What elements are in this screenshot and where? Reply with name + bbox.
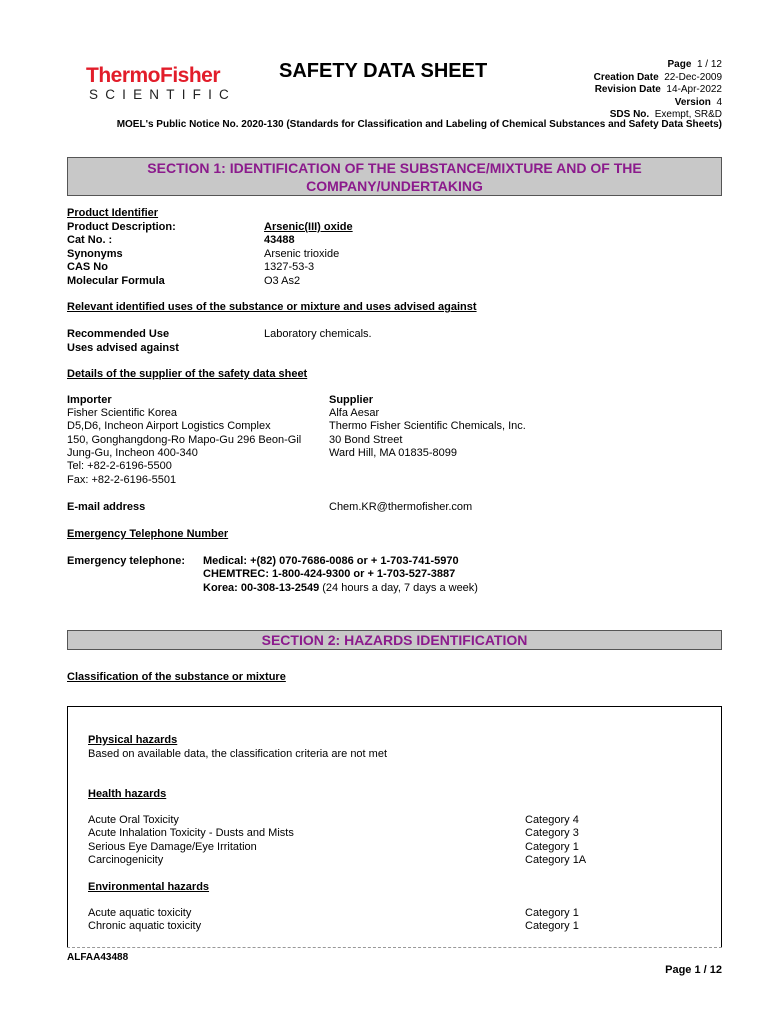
cat-no-label: Cat No. :	[67, 234, 113, 246]
health-hazard-category: Category 1	[525, 841, 579, 853]
email-value[interactable]: Chem.KR@thermofisher.com	[329, 501, 473, 513]
importer-line: Tel: +82-2-6196-5500	[67, 460, 172, 472]
health-hazard-name: Serious Eye Damage/Eye Irritation	[88, 841, 257, 853]
health-hazard-name: Carcinogenicity	[88, 854, 164, 866]
health-hazard-category: Category 4	[525, 814, 579, 826]
emergency-korea-note: (24 hours a day, 7 days a week)	[322, 582, 478, 594]
environmental-hazard-name: Acute aquatic toxicity	[88, 907, 192, 919]
environmental-hazard-category: Category 1	[525, 920, 579, 932]
environmental-hazard-name: Chronic aquatic toxicity	[88, 920, 202, 932]
creation-date-label: Creation Date	[593, 71, 659, 83]
version-label: Version	[674, 96, 711, 108]
product-description-value: Arsenic(III) oxide	[264, 221, 353, 233]
version-value: 4	[716, 96, 722, 108]
scientific-logo-text: SCIENTIFIC	[89, 87, 237, 102]
cas-no-value: 1327-53-3	[264, 261, 315, 273]
importer-line: D5,D6, Incheon Airport Logistics Complex	[67, 420, 271, 432]
section1-title-line1: SECTION 1: IDENTIFICATION OF THE SUBSTANCE/MIXTURE AND OF THE	[147, 160, 642, 176]
uses-heading: Relevant identified uses of the substance or mixture and uses advised against	[67, 301, 477, 313]
cas-no-label: CAS No	[67, 261, 108, 273]
emergency-telephone-label: Emergency telephone:	[67, 555, 185, 567]
sds-number-label: SDS No.	[609, 109, 650, 120]
emergency-heading: Emergency Telephone Number	[67, 528, 229, 540]
importer-label: Importer	[67, 394, 112, 406]
footer-product-code: ALFAA43488	[67, 952, 129, 963]
classification-heading: Classification of the substance or mixture	[67, 671, 286, 683]
importer-line: 150, Gonghangdong-Ro Mapo-Gu 296 Beon-Gil	[67, 434, 302, 446]
supplier-details-heading: Details of the supplier of the safety data sheet	[67, 368, 308, 380]
importer-line: Fax: +82-2-6196-5501	[67, 474, 177, 486]
health-hazard-category: Category 3	[525, 827, 579, 839]
molecular-formula-label: Molecular Formula	[67, 275, 165, 287]
revision-date-value: 14-Apr-2022	[666, 84, 722, 95]
synonyms-label: Synonyms	[67, 248, 123, 260]
supplier-label: Supplier	[329, 394, 374, 406]
revision-date-label: Revision Date	[594, 84, 661, 95]
document-meta	[594, 59, 722, 122]
section1-header	[67, 157, 722, 196]
environmental-hazards-heading: Environmental hazards	[88, 881, 210, 893]
emergency-korea-number: Korea: 00-308-13-2549	[203, 582, 320, 594]
email-label: E-mail address	[67, 501, 146, 513]
health-hazard-name: Acute Inhalation Toxicity - Dusts and Mists	[88, 827, 294, 839]
sds-number-value: Exempt, SR&D	[654, 109, 722, 120]
molecular-formula-value: O3 As2	[264, 275, 301, 287]
uses-advised-against-label: Uses advised against	[67, 342, 179, 354]
product-identifier-heading: Product Identifier	[67, 207, 159, 219]
recommended-use-label: Recommended Use	[67, 328, 170, 340]
emergency-medical: Medical: +(82) 070-7686-0086 or + 1-703-741-5970	[203, 555, 459, 567]
page-value: 1 / 12	[696, 59, 722, 70]
physical-hazards-heading: Physical hazards	[88, 734, 178, 746]
section2-header	[67, 630, 722, 650]
synonyms-value: Arsenic trioxide	[264, 248, 340, 260]
section2-title: SECTION 2: HAZARDS IDENTIFICATION	[261, 632, 528, 648]
document-title: SAFETY DATA SHEET	[279, 60, 488, 82]
supplier-line: Ward Hill, MA 01835-8099	[329, 447, 457, 459]
footer-page-number: Page 1 / 12	[665, 964, 722, 976]
product-description-label: Product Description:	[67, 221, 176, 233]
physical-hazards-text: Based on available data, the classification criteria are not met	[88, 748, 387, 760]
footer-divider	[67, 947, 722, 948]
thermofisher-logo: ThermoFisher	[86, 64, 221, 87]
importer-line: Fisher Scientific Korea	[67, 407, 178, 419]
supplier-line: 30 Bond Street	[329, 434, 403, 446]
supplier-line: Thermo Fisher Scientific Chemicals, Inc.	[329, 420, 526, 432]
health-hazards-heading: Health hazards	[88, 788, 167, 800]
importer-line: Jung-Gu, Incheon 400-340	[67, 447, 198, 459]
health-hazard-category: Category 1A	[525, 854, 587, 866]
health-hazard-name: Acute Oral Toxicity	[88, 814, 179, 826]
environmental-hazard-category: Category 1	[525, 907, 579, 919]
cat-no-value: 43488	[264, 234, 295, 246]
creation-date-value: 22-Dec-2009	[664, 71, 722, 83]
moel-notice: MOEL's Public Notice No. 2020-130 (Standards for Classification and Labeling of Chemical Substances and Safety Data Sheets)	[116, 119, 722, 130]
recommended-use-value: Laboratory chemicals.	[264, 328, 372, 340]
supplier-line: Alfa Aesar	[329, 407, 380, 419]
emergency-korea	[203, 582, 478, 596]
page-label: Page	[667, 59, 692, 70]
emergency-chemtrec: CHEMTREC: 1-800-424-9300 or + 1-703-527-3887	[203, 568, 456, 580]
section1-title-line2: COMPANY/UNDERTAKING	[306, 178, 483, 194]
